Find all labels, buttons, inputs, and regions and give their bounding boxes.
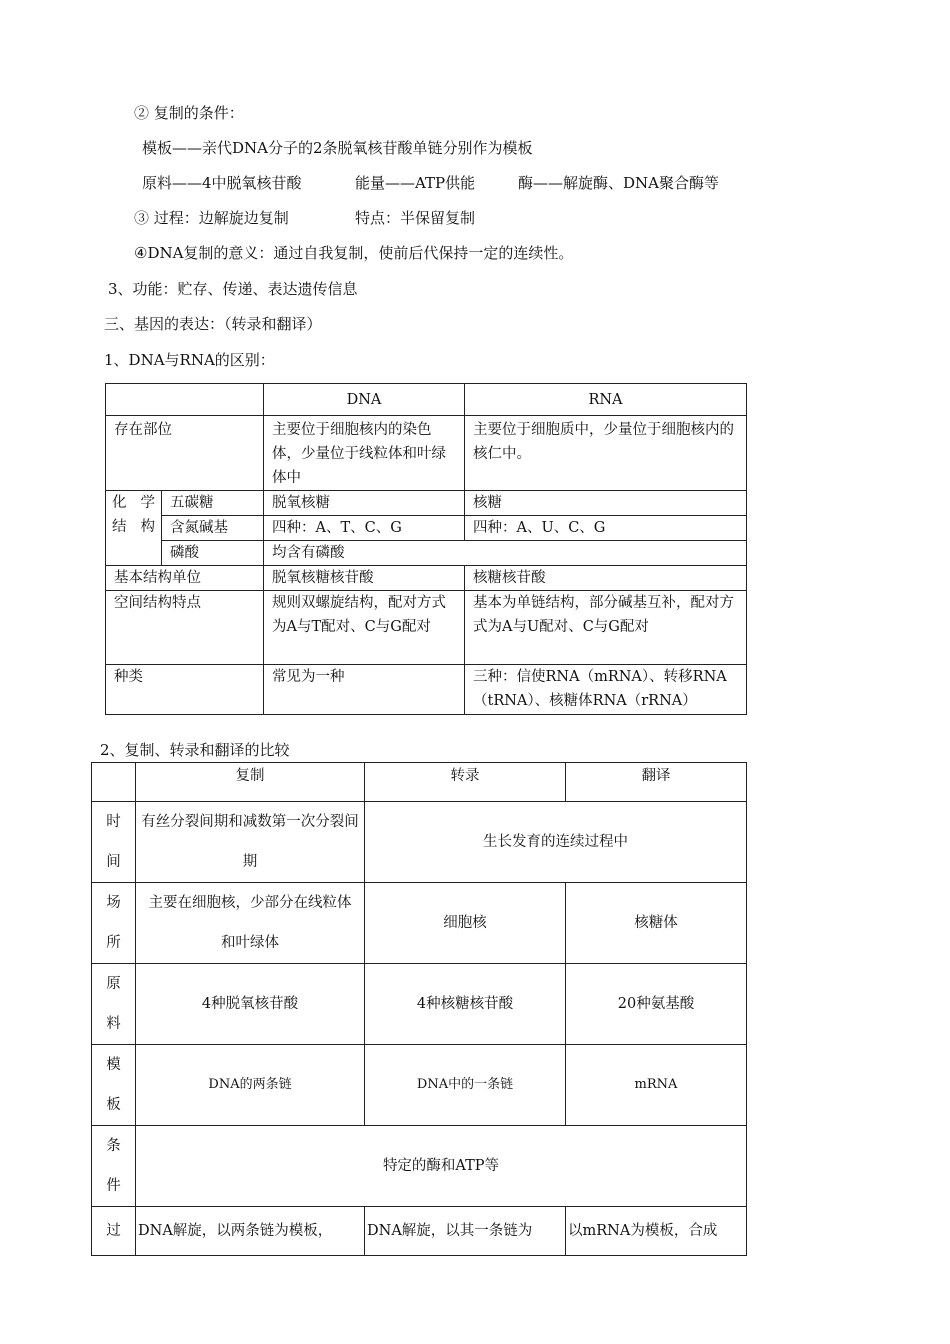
comparison-heading: 2、复制、转录和翻译的比较 [100, 741, 290, 759]
process-translation: 以mRNA为模板，合成 [566, 1207, 747, 1256]
replication-conditions-heading: ② 复制的条件： [134, 104, 244, 122]
location-rna: 主要位于细胞质中，少量位于细胞核内的核仁中。 [465, 416, 747, 491]
location-dna: 主要位于细胞核内的染色体，少量位于线粒体和叶绿体中 [264, 416, 465, 491]
row-condition-label: 条 件 [92, 1126, 136, 1207]
types-dna: 常见为一种 [264, 665, 465, 715]
spatial-label: 空间结构特点 [106, 591, 264, 665]
row-chem-label: 化学结构 [106, 491, 162, 566]
t2-header-empty [92, 763, 136, 802]
dna-rna-table [105, 383, 747, 715]
spatial-rna: 基本为单链结构，部分碱基互补，配对方式为A与U配对、C与G配对 [465, 591, 747, 665]
template-transcription: DNA中的一条链 [365, 1045, 566, 1126]
energy-line: 能量——ATP供能 [355, 174, 476, 192]
base-rna: 四种：A、U、C、G [465, 516, 747, 541]
header-transcription: 转录 [365, 763, 566, 802]
header-translation: 翻译 [566, 763, 747, 802]
time-replication: 有丝分裂间期和减数第一次分裂间期 [136, 802, 365, 883]
template-line: 模板——亲代DNA分子的2条脱氧核苷酸单链分别作为模板 [142, 139, 533, 157]
unit-label: 基本结构单位 [106, 566, 264, 591]
row-material-label: 原 料 [92, 964, 136, 1045]
row-time-label: 时 间 [92, 802, 136, 883]
header-empty [106, 384, 264, 416]
condition-all: 特定的酶和ATP等 [136, 1126, 747, 1207]
types-label: 种类 [106, 665, 264, 715]
place-replication: 主要在细胞核，少部分在线粒体和叶绿体 [136, 883, 365, 964]
place-translation: 核糖体 [566, 883, 747, 964]
phosphate-both: 均含有磷酸 [264, 541, 747, 566]
place-transcription: 细胞核 [365, 883, 566, 964]
base-dna: 四种：A、T、C、G [264, 516, 465, 541]
base-label: 含氮碱基 [162, 516, 264, 541]
section-3-heading: 三、基因的表达：（转录和翻译） [104, 315, 322, 333]
process-transcription: DNA解旋，以其一条链为 [365, 1207, 566, 1256]
dna-rna-difference-heading: 1、DNA与RNA的区别： [104, 351, 275, 369]
process-replication: DNA解旋，以两条链为模板， [136, 1207, 365, 1256]
time-transcription-translation: 生长发育的连续过程中 [365, 802, 747, 883]
material-line: 原料——4中脱氧核苷酸 [142, 174, 302, 192]
unit-dna: 脱氧核糖核苷酸 [264, 566, 465, 591]
function-line: 3、功能：贮存、传递、表达遗传信息 [108, 280, 358, 298]
material-replication: 4种脱氧核苷酸 [136, 964, 365, 1045]
significance-line: ④DNA复制的意义：通过自我复制，使前后代保持一定的连续性。 [134, 244, 574, 262]
row-template-label: 模 板 [92, 1045, 136, 1126]
template-replication: DNA的两条链 [136, 1045, 365, 1126]
material-translation: 20种氨基酸 [566, 964, 747, 1045]
row-location-label: 存在部位 [106, 416, 264, 491]
spatial-dna: 规则双螺旋结构，配对方式为A与T配对、C与G配对 [264, 591, 465, 665]
unit-rna: 核糖核苷酸 [465, 566, 747, 591]
header-rna: RNA [465, 384, 747, 416]
comparison-table [91, 762, 747, 1256]
row-process-label: 过 [92, 1207, 136, 1256]
header-replication: 复制 [136, 763, 365, 802]
phosphate-label: 磷酸 [162, 541, 264, 566]
enzyme-line: 酶——解旋酶、DNA聚合酶等 [518, 174, 719, 192]
sugar-rna: 核糖 [465, 491, 747, 516]
types-rna: 三种：信使RNA（mRNA）、转移RNA（tRNA）、核糖体RNA（rRNA） [465, 665, 747, 715]
feature-line: 特点：半保留复制 [355, 209, 476, 227]
header-dna: DNA [264, 384, 465, 416]
process-line: ③ 过程：边解旋边复制 [134, 209, 289, 227]
template-translation: mRNA [566, 1045, 747, 1126]
sugar-label: 五碳糖 [162, 491, 264, 516]
row-place-label: 场 所 [92, 883, 136, 964]
material-transcription: 4种核糖核苷酸 [365, 964, 566, 1045]
sugar-dna: 脱氧核糖 [264, 491, 465, 516]
